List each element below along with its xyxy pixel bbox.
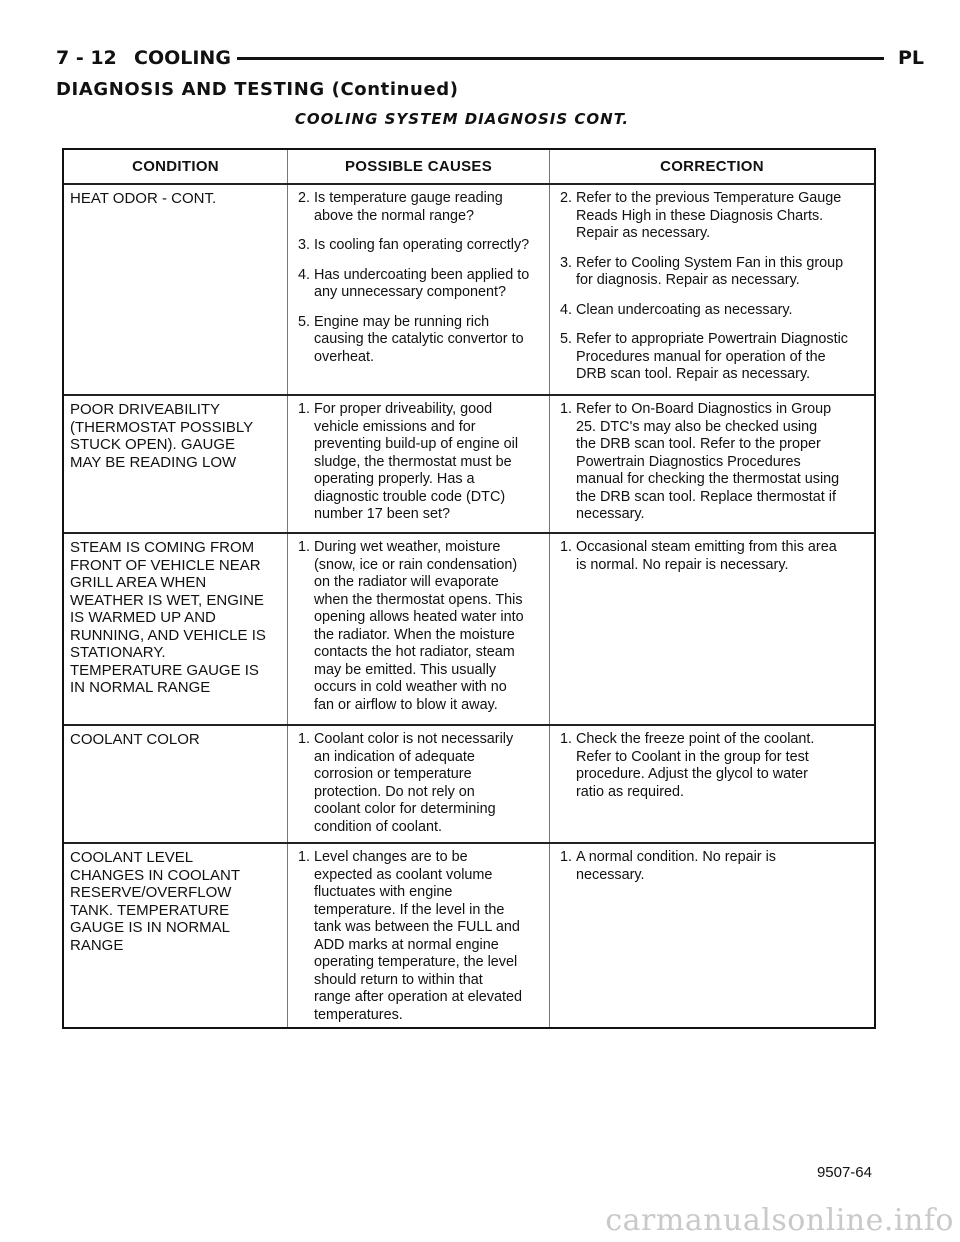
item-number: 1. bbox=[298, 539, 311, 555]
list-item bbox=[560, 849, 868, 884]
table-title: COOLING SYSTEM DIAGNOSIS CONT. bbox=[294, 110, 630, 128]
list-item bbox=[298, 539, 543, 714]
item-number: 5. bbox=[298, 313, 311, 330]
item-text: Refer to appropriate Powertrain Diagnostic Procedures manual for operation of the DRB scan tool. Repair as necessary. bbox=[576, 331, 848, 382]
model-code: PL bbox=[892, 44, 924, 72]
table-row bbox=[64, 844, 874, 1027]
table-header bbox=[64, 150, 874, 185]
item-text: Check the freeze point of the coolant. Refer to Coolant in the group for test procedure. Adjust the glycol to water ratio as required. bbox=[576, 731, 815, 800]
causes-cell bbox=[288, 726, 550, 842]
item-text: During wet weather, moisture (snow, ice or rain condensation) on the radiator will evaporate when the thermostat opens. This opening allows heated water into the radiator. When the moisture contacts the hot radiator, steam may be emitted. This usually occurs in cold weather with no fan or airflow to blow it away. bbox=[314, 539, 524, 713]
column-header-causes: POSSIBLE CAUSES bbox=[288, 150, 550, 183]
condition-cell bbox=[64, 396, 288, 532]
item-text: Clean undercoating as necessary. bbox=[576, 301, 793, 318]
list-item bbox=[560, 255, 868, 290]
causes-cell bbox=[288, 185, 550, 394]
list-item bbox=[560, 331, 868, 384]
continued-title: DIAGNOSIS AND TESTING (Continued) bbox=[56, 79, 459, 100]
item-spacer bbox=[560, 243, 868, 255]
column-header-correction: CORRECTION bbox=[660, 158, 764, 175]
item-number: 3. bbox=[298, 237, 311, 253]
item-text: Has undercoating been applied to any unnecessary component? bbox=[314, 266, 530, 300]
table-row bbox=[64, 726, 874, 844]
item-spacer bbox=[560, 319, 868, 331]
causes-cell bbox=[288, 534, 550, 724]
list-item bbox=[560, 539, 868, 574]
header-rule bbox=[194, 57, 884, 60]
item-number: 1. bbox=[560, 539, 573, 555]
item-spacer bbox=[298, 302, 543, 314]
correction-cell bbox=[550, 534, 874, 724]
item-text: A normal condition. No repair is necessary. bbox=[576, 849, 776, 883]
list-item bbox=[560, 401, 868, 524]
item-text: Engine may be running rich causing the catalytic convertor to overheat. bbox=[314, 313, 524, 365]
list-item bbox=[298, 849, 543, 1024]
item-text: Is temperature gauge reading above the normal range? bbox=[314, 190, 503, 224]
item-number: 5. bbox=[560, 331, 573, 347]
causes-cell bbox=[288, 396, 550, 532]
condition-cell bbox=[64, 534, 288, 724]
list-item bbox=[298, 314, 543, 367]
item-number: 3. bbox=[560, 254, 573, 271]
page-header bbox=[44, 44, 924, 72]
item-spacer bbox=[560, 290, 868, 302]
item-number: 4. bbox=[560, 301, 573, 318]
item-number: 2. bbox=[298, 190, 311, 206]
item-spacer bbox=[298, 255, 543, 267]
condition-cell bbox=[64, 726, 288, 842]
column-header-condition: CONDITION bbox=[64, 150, 288, 183]
condition-text: COOLANT COLOR bbox=[70, 731, 200, 748]
watermark: carmanualsonline.info bbox=[605, 1203, 954, 1238]
table-row bbox=[64, 534, 874, 726]
item-text: Refer to Cooling System Fan in this group for diagnosis. Repair as necessary. bbox=[576, 254, 844, 288]
diagnosis-table bbox=[62, 148, 876, 1029]
list-item bbox=[560, 302, 868, 320]
item-number: 1. bbox=[560, 401, 573, 417]
list-item bbox=[298, 267, 543, 302]
item-text: Refer to the previous Temperature Gauge Reads High in these Diagnosis Charts. Repair as necessary. bbox=[576, 190, 842, 241]
item-text: Level changes are to be expected as coolant volume fluctuates with engine temperature. If the level in the tank was between the FULL and ADD marks at normal engine operating temperature, the level should return to within that range after operation at elevated temperatures. bbox=[314, 849, 523, 1023]
item-text: For proper driveability, good vehicle emissions and for preventing build-up of engine oil sludge, the thermostat must be operating properly. Has a diagnostic trouble code (DTC) number 17 been set? bbox=[314, 401, 519, 522]
item-text: Occasional steam emitting from this area is normal. No repair is necessary. bbox=[576, 539, 837, 573]
list-item bbox=[298, 731, 543, 836]
correction-cell bbox=[550, 726, 874, 842]
correction-cell bbox=[550, 844, 874, 1027]
condition-text: POOR DRIVEABILITY (THERMOSTAT POSSIBLY STUCK OPEN). GAUGE MAY BE READING LOW bbox=[70, 401, 254, 471]
item-number: 1. bbox=[298, 731, 311, 747]
item-number: 4. bbox=[298, 266, 311, 283]
item-text: Coolant color is not necessarily an indication of adequate corrosion or temperature protection. Do not rely on coolant color for determining condition of coolant. bbox=[314, 731, 514, 835]
list-item bbox=[560, 190, 868, 243]
item-number: 1. bbox=[560, 849, 573, 865]
list-item bbox=[298, 237, 543, 255]
item-number: 1. bbox=[298, 401, 311, 417]
condition-cell bbox=[64, 844, 288, 1027]
table-row bbox=[64, 396, 874, 534]
section-name: COOLING bbox=[134, 44, 237, 72]
item-text: Is cooling fan operating correctly? bbox=[314, 237, 530, 253]
item-number: 2. bbox=[560, 190, 573, 206]
causes-cell bbox=[288, 844, 550, 1027]
item-number: 1. bbox=[560, 731, 573, 747]
condition-text: HEAT ODOR - CONT. bbox=[70, 190, 217, 207]
list-item bbox=[298, 401, 543, 524]
figure-number: 9507-64 bbox=[816, 1164, 872, 1181]
condition-text: COOLANT LEVEL CHANGES IN COOLANT RESERVE/OVERFLOW TANK. TEMPERATURE GAUGE IS IN NORMAL RANGE bbox=[70, 849, 241, 954]
table-row bbox=[64, 185, 874, 396]
condition-text: STEAM IS COMING FROM FRONT OF VEHICLE NEAR GRILL AREA WHEN WEATHER IS WET, ENGINE IS WARMED UP AND RUNNING, AND VEHICLE IS STATIONARY. TEMPERATURE GAUGE IS IN NORMAL RANGE bbox=[70, 539, 266, 696]
condition-cell bbox=[64, 185, 288, 394]
item-spacer bbox=[298, 225, 543, 237]
correction-cell bbox=[550, 185, 874, 394]
item-number: 1. bbox=[298, 849, 311, 865]
list-item bbox=[298, 190, 543, 225]
table-body bbox=[64, 185, 874, 1027]
page-number: 7 - 12 bbox=[56, 44, 125, 72]
correction-cell bbox=[550, 396, 874, 532]
item-text: Refer to On-Board Diagnostics in Group 25. DTC's may also be checked using the DRB scan tool. Refer to the proper Powertrain Diagnostics Procedures manual for checking the thermostat using the DRB scan tool. Replace thermostat if necessary. bbox=[576, 401, 840, 522]
list-item bbox=[560, 731, 868, 801]
